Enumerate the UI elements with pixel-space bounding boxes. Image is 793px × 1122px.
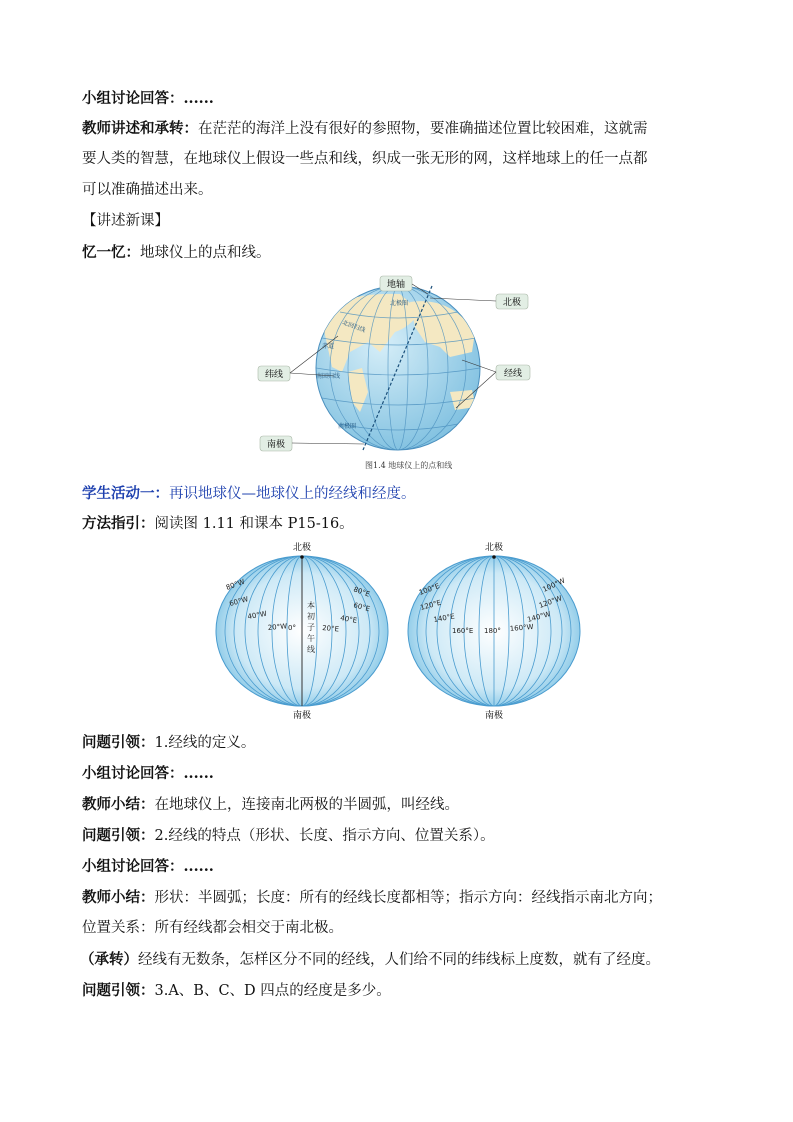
callout-south-pole [260, 436, 364, 451]
left-label-60w: 60°W [228, 595, 250, 608]
paragraph-teacher-summary-1 [82, 789, 722, 821]
left-label-60e: 60°E [352, 601, 371, 614]
paragraph-question-2 [82, 820, 722, 852]
globe-diagram [250, 272, 540, 474]
text: 要人类的智慧，在地球仪上假设一些点和线，织成一张无形的网，这样地球上的任一点都 [82, 151, 648, 167]
text: 经线有无数条，怎样区分不同的经线，人们给不同的纬线标上度数，就有了经度。 [138, 952, 660, 968]
right-label-120w: 120°W [537, 594, 564, 610]
label: 问题引领： [82, 982, 155, 999]
right-label-160w: 160°W [509, 622, 534, 633]
paragraph-teacher-transition [82, 113, 722, 145]
figure-caption: 图1.4 地球仪上的点和线 [365, 461, 453, 470]
label: 问题引领： [82, 827, 155, 844]
text: 2.经线的特点（形状、长度、指示方向、位置关系）。 [154, 828, 495, 844]
latitude-label: 纬线 [264, 370, 284, 380]
globe-right [408, 541, 580, 721]
longitude-label: 经线 [503, 369, 523, 379]
right-label-140e: 140°E [432, 612, 456, 624]
globe-left [216, 541, 388, 721]
north-pole-label: 北极 [502, 298, 522, 308]
text: 1.经线的定义。 [154, 735, 256, 751]
label: 教师小结： [82, 889, 155, 906]
prime-meridian-char: 子 [307, 623, 315, 632]
text: ...... [183, 765, 214, 782]
axis-label: 地轴 [386, 280, 406, 290]
right-label-100w: 100°W [541, 576, 567, 594]
figure-globe-points-lines [250, 272, 540, 474]
meridian-globes-diagram [210, 540, 590, 722]
prime-meridian-char: 本 [307, 601, 315, 610]
text: 位置关系：所有经线都会相交于南北极。 [82, 920, 343, 936]
paragraph-question-1 [82, 727, 722, 759]
text: 形状：半圆弧；长度：所有的经线长度都相等；指示方向：经线指示南北方向； [154, 890, 662, 906]
text: 3.A、B、C、D 四点的经度是多少。 [154, 983, 391, 999]
right-label-140w: 140°W [526, 610, 552, 624]
paragraph-group-answer-1 [82, 83, 722, 115]
tropic-capricorn-label: 南回归线 [316, 373, 341, 380]
label: 方法指引： [82, 515, 155, 532]
label: 小组讨论回答： [82, 858, 184, 875]
paragraph-group-answer-2 [82, 758, 722, 790]
left-label-80e: 80°E [352, 585, 371, 599]
text: 地球仪上的点和线。 [140, 245, 271, 261]
left-label-40e: 40°E [339, 614, 358, 625]
paragraph-group-answer-3 [82, 851, 722, 883]
prime-meridian-char: 初 [307, 612, 315, 621]
text: ...... [183, 858, 214, 875]
text: 在茫茫的海洋上没有很好的参照物，要准确描述位置比较困难，这就需 [198, 121, 648, 137]
paragraph-recall [82, 237, 722, 269]
label: 教师讲述和承转： [82, 120, 198, 137]
text: 在地球仪上，连接南北两极的半圆弧，叫经线。 [154, 797, 459, 813]
paragraph-teacher-transition-line2 [82, 144, 722, 175]
text: 可以准确描述出来。 [82, 182, 213, 198]
label: 问题引领： [82, 734, 155, 751]
text: 再识地球仪—地球仪上的经线和经度。 [169, 486, 416, 502]
right-label-160e: 160°E [452, 627, 474, 635]
tropic-cancer-label: 北回归线 [341, 319, 367, 335]
equator-label: 赤道 [322, 343, 335, 350]
right-north-pole-label: 北极 [484, 543, 504, 553]
label: 学生活动一： [82, 485, 169, 502]
paragraph-transition [80, 944, 720, 976]
paragraph-teacher-transition-line3 [82, 175, 722, 206]
south-pole-label: 南极 [266, 440, 286, 450]
label: 忆一忆： [82, 244, 140, 261]
paragraph-teacher-summary-2 [82, 882, 722, 914]
text: ...... [183, 90, 214, 107]
figure-meridian-globes [210, 540, 590, 722]
left-label-20w: 20°W [267, 622, 288, 632]
left-north-pole-label: 北极 [292, 543, 312, 553]
left-label-20e: 20°E [321, 624, 340, 634]
left-label-80w: 80°W [224, 577, 246, 592]
prime-meridian-char: 线 [307, 645, 315, 654]
label: 小组讨论回答： [82, 765, 184, 782]
text: 【讲述新课】 [82, 213, 169, 229]
right-south-pole-label: 南极 [484, 711, 504, 721]
antarctic-circle-label: 南极圈 [338, 423, 357, 430]
right-label-120e: 120°E [419, 598, 443, 612]
paragraph-question-3 [82, 975, 722, 1007]
left-south-pole-label: 南极 [292, 711, 312, 721]
left-label-0: 0° [288, 624, 296, 632]
label: 教师小结： [82, 796, 155, 813]
paragraph-method-guide [82, 508, 722, 540]
right-label-100e: 100°E [417, 582, 441, 597]
section-heading-new-lesson [82, 206, 722, 237]
left-label-40w: 40°W [246, 609, 268, 621]
right-label-180: 180° [484, 627, 501, 635]
text: 阅读图 1.11 和课本 P15-16。 [154, 516, 354, 532]
prime-meridian-char: 午 [307, 634, 315, 643]
label: （承转） [80, 951, 138, 968]
label: 小组讨论回答： [82, 90, 184, 107]
paragraph-teacher-summary-2-line2 [82, 913, 722, 944]
arctic-circle-label: 北极圈 [390, 300, 409, 307]
paragraph-student-activity [82, 478, 722, 510]
